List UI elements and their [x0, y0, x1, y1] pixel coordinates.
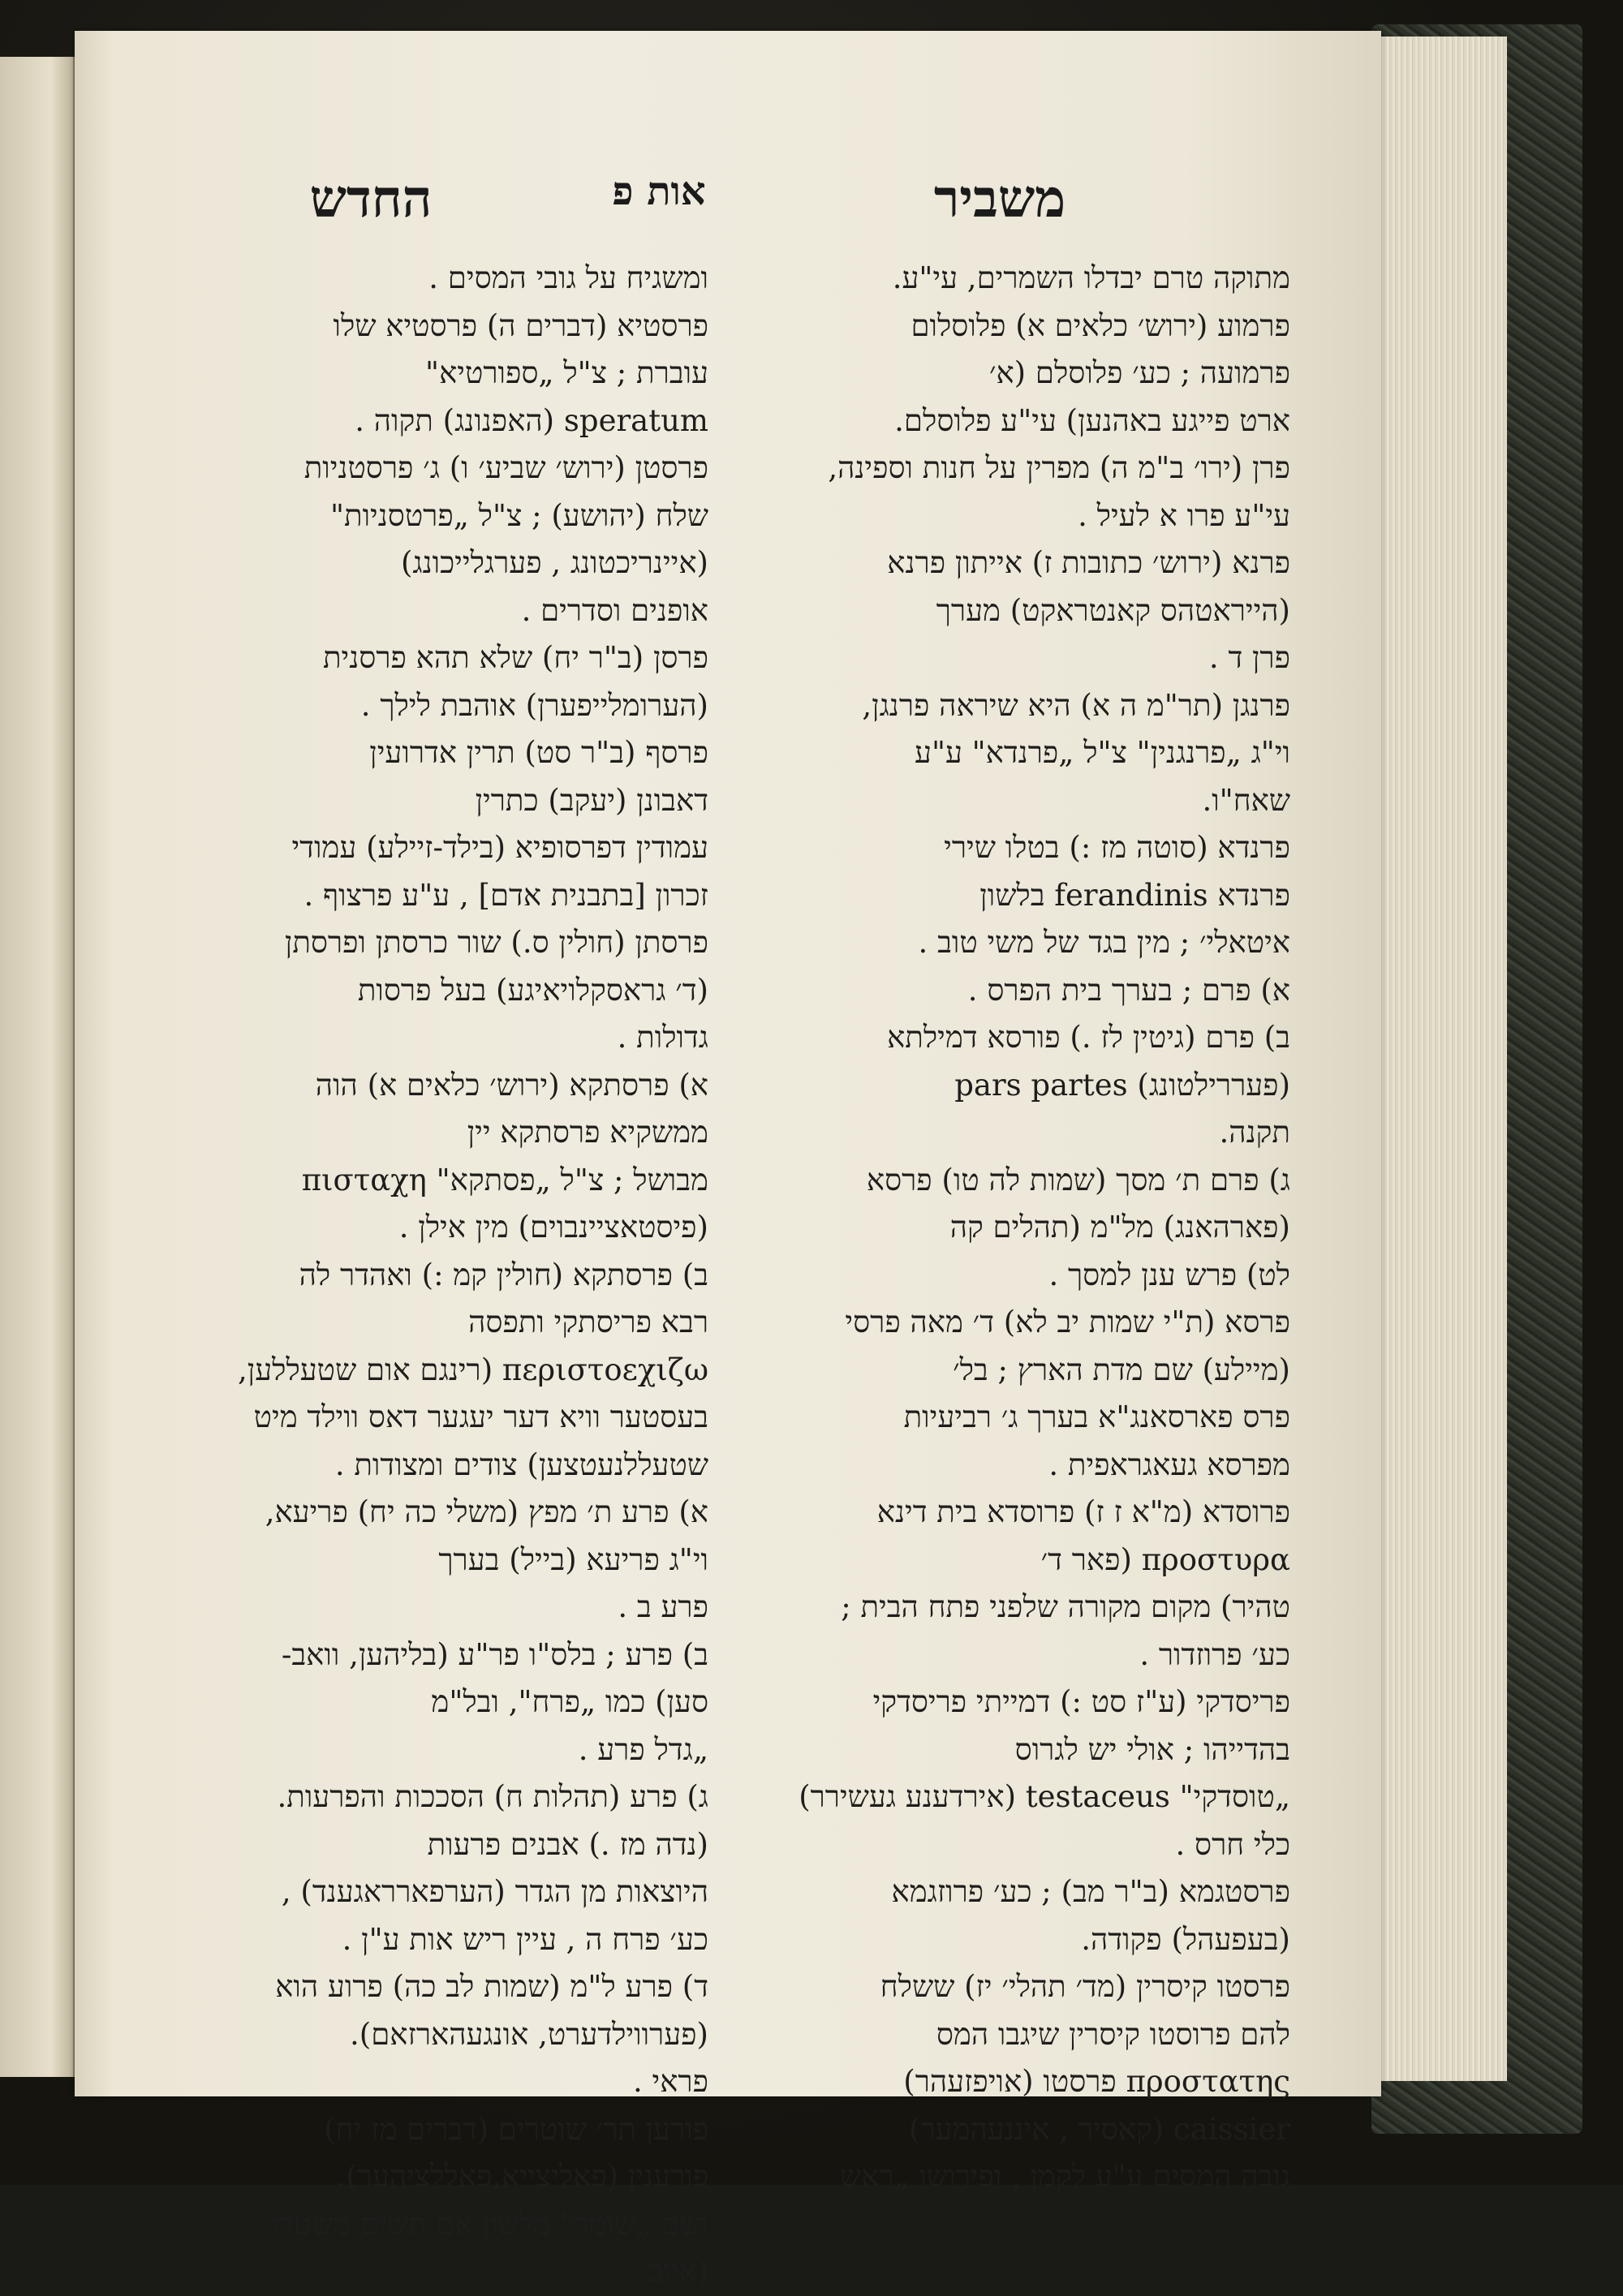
text-line: ומשגיח על גובי המסים .: [428, 260, 708, 295]
text-line: מבושל ; צ"ל „פסתקא" πισταχη: [301, 1162, 708, 1197]
text-line: היוצאות מן הגדר (הערפארראגענד) ,: [281, 1874, 708, 1909]
text-line: (ד׳ גראסקלויאיגע) בעל פרסות: [357, 972, 708, 1008]
text-line: גדולות .: [617, 1020, 708, 1055]
running-head-right: משביר: [933, 169, 1066, 230]
text-line: פרסטן (ירוש׳ שביע׳ ו) ג׳ פרסטניות: [304, 450, 708, 485]
text-line: תקנה.: [1219, 1115, 1290, 1150]
text-line: פרנא (ירוש׳ כתובות ז) אייתון פרנא: [887, 545, 1290, 580]
text-line: גובה המסים ע"ע לקמן , ופירושו „ראש: [839, 2159, 1290, 2194]
text-line: פורענין (פאליצייא,פאללציהער).: [336, 2159, 708, 2194]
text-line: פרנדא ferandinis בלשון: [979, 877, 1290, 913]
text-line: וי"ג „פרנגנין" צ"ל „פרנדא" ע"ע: [915, 735, 1290, 770]
text-line: סען) כמו „פרח", ובל"מ: [431, 1684, 708, 1719]
text-line: עי"ע פרו א לעיל .: [1078, 497, 1290, 533]
text-line: (פארהאנג) מל"מ (תהלים קה: [949, 1210, 1290, 1245]
text-line: טהיר) מקום מקורה שלפני פתח הבית ;: [841, 1589, 1290, 1624]
text-line: „גדל פרע .: [578, 1731, 708, 1767]
text-line: „טוסדקי" testaceus (אירדענע געשירר): [799, 1779, 1290, 1814]
text-line: (פערווילדערט, אונגעהארזאם).: [350, 2016, 708, 2052]
text-line: בהדייהו ; אולי יש לגרוס: [1014, 1731, 1290, 1767]
text-line: ג) פרע (תהלות ח) הסככות והפרעות.: [277, 1779, 708, 1814]
text-line: ושם „שומר" מלשון אם תשים משטרו: [271, 2206, 708, 2242]
text-line: מפרסא געאגראפית .: [1048, 1447, 1290, 1482]
text-line: פרוסדא (מ"א ז ז) פרוסדא בית דינא: [876, 1494, 1290, 1529]
text-line: ארט פייגע באהנען) עי"ע פלוסלם.: [894, 402, 1290, 438]
text-line: מתוקה טרם יבדלו השמרים, עי"ע.: [892, 260, 1290, 295]
text-line: προστυρα (פאר ד׳: [1040, 1541, 1290, 1577]
text-line: בעסטער וויא דער יעגער דאס ווילד מיט: [253, 1400, 708, 1434]
text-line: פרסטגמא (ב"ר מב) ; כע׳ פרוזגמא: [891, 1874, 1290, 1909]
text-line: caissier (קאסיר , איננעהמער): [908, 2111, 1290, 2147]
text-line: (איוב: [648, 2254, 708, 2289]
text-line: פרן ד .: [1208, 640, 1290, 675]
text-line: שטעללנעטצען) צודים ומצודות .: [334, 1447, 708, 1482]
text-line: (איינריכטונג , פערגלייכונג): [400, 545, 708, 580]
text-line: ג) פרם ת׳ מסך (שמות לה טו) פרסא: [866, 1162, 1290, 1197]
text-line: כע׳ פרוזדור .: [1139, 1636, 1290, 1672]
text-line: ב) פרע ; בלס"ו פר"ע (בליהען, וואב-: [281, 1636, 708, 1672]
text-line: ד) פרע ל"מ (שמות לב כה) פרוע הוא: [275, 1969, 708, 2004]
text-line: כלי חרס .: [1175, 1826, 1290, 1862]
text-line: ממשקיא פרסתקא יין: [467, 1115, 708, 1150]
text-line: פרס פארסאנג"א בערך ג׳ רביעיות: [903, 1400, 1290, 1434]
text-line: להם פרוסטו קיסרין שיגבו המס: [936, 2016, 1290, 2052]
text-line: פרסטיא (דברים ה) פרסטיא שלו: [333, 307, 708, 343]
text-line: עוברת ; צ"ל „ספורטיא": [425, 355, 708, 390]
text-line: א) פרסתקא (ירוש׳ כלאים א) הוה: [315, 1067, 708, 1103]
dictionary-page: [75, 31, 1381, 2289]
text-line: דאבונן (יעקב) כתרין: [475, 782, 708, 818]
left-column: [160, 255, 708, 2296]
text-line: פרסא (ת"י שמות יב לא) ד׳ מאה פרסי: [845, 1305, 1290, 1339]
text-line: כע׳ פרח ה , עיין ריש אות ע"ן .: [342, 1921, 708, 1957]
text-line: פורען תר׳ שוטרים (דברים מז יח): [324, 2111, 708, 2147]
text-line: (הייראטהס קאנטראקט) מערך: [936, 592, 1290, 628]
text-line: שאח"ו.: [1202, 782, 1290, 818]
right-column: [730, 255, 1290, 2201]
text-line: שלח (יהושע) ; צ"ל „פרטסניות": [330, 497, 708, 533]
text-line: פרסתן (חולין ס.) שור כרסתן ופרסתן: [284, 925, 708, 960]
text-line: פרסטו קיסרין (מד׳ תהלי׳ יז) ששלח: [880, 1969, 1290, 2004]
text-line: (מיילע) שם מדת הארץ ; בל׳: [953, 1352, 1290, 1387]
text-line: פרן (ירו׳ ב"מ ה) מפרין על חנות וספינה,: [828, 450, 1290, 485]
text-line: (הערומלייפערן) אוהבת לילך .: [360, 687, 708, 723]
text-line: איטאלי׳ ; מין בגד של משי טוב .: [918, 925, 1290, 960]
text-line: פראי .: [633, 2064, 708, 2099]
text-line: (פיסטאציינבוים) מין אילן .: [398, 1210, 708, 1245]
text-line: περιστοεχιζω (רינגם אום שטעללען,: [238, 1352, 708, 1387]
text-line: רבא פריסתקי ותפסה: [468, 1305, 708, 1339]
text-line: פרנגן (תר"מ ה א) היא שיראה פרנגן,: [862, 687, 1290, 723]
text-line: לט) פרש ענן למסך .: [1048, 1257, 1290, 1292]
running-head-center: אות פ: [612, 169, 706, 214]
text-line: עמודין דפרסופיא (בילד-זיילע) עמודי: [291, 830, 708, 865]
text-line: (פעררילטונג) pars partes: [954, 1067, 1290, 1103]
text-line: (בעפעהל) פקודה.: [1081, 1921, 1290, 1957]
text-line: speratum (האפנונג) תקוה .: [355, 402, 708, 438]
text-line: προστατης פרסטו (אויפזעהר): [903, 2064, 1290, 2099]
text-line: פרסף (ב"ר סט) תרין אדרועין: [369, 735, 708, 770]
text-line: אופנים וסדרים .: [521, 592, 708, 628]
text-line: זכרון [בתבנית אדם] , ע"ע פרצוף .: [304, 877, 708, 913]
running-head-left: החדש: [309, 169, 433, 230]
text-line: ב) פרסתקא (חולין קמ :) ואהדר לה: [299, 1257, 708, 1292]
text-line: וי"ג פריעא (בייל) בערך: [438, 1541, 708, 1577]
text-line: פרע ב .: [618, 1589, 708, 1624]
text-line: א) פרם ; בערך בית הפרס .: [967, 972, 1290, 1008]
text-line: פרמועה ; כע׳ פלוסלם (א׳: [988, 355, 1290, 390]
text-line: (נדה מז .) אבנים פרעות: [427, 1826, 708, 1862]
text-line: פרסן (ב"ר יח) שלא תהא פרסנית: [322, 640, 708, 675]
text-line: פריסדקי (ע"ז סט :) דמייתי פריסדקי: [872, 1684, 1290, 1719]
text-line: פרמוע (ירוש׳ כלאים א) פלוסלום: [911, 307, 1290, 343]
text-line: א) פרע ת׳ מפץ (משלי כה יח) פריעא,: [265, 1494, 708, 1529]
text-line: ב) פרם (גיטין לז .) פורסא דמילתא: [887, 1020, 1290, 1055]
text-line: פרנדא (סוטה מז :) בטלו שירי: [944, 830, 1290, 865]
facing-page-edge: [0, 57, 75, 2077]
